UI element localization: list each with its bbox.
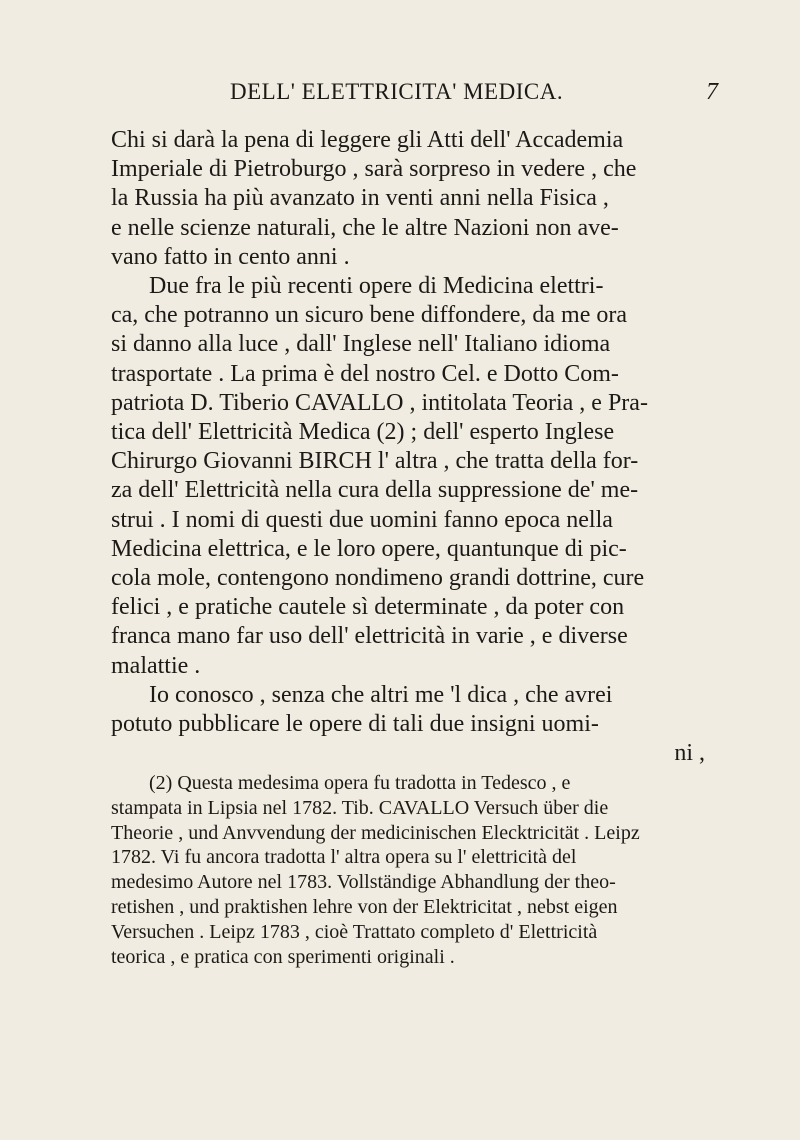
text-line: felici , e pratiche cautele sì determinate , da poter con (111, 594, 625, 621)
footnote-line: medesimo Autore nel 1783. Vollständige Abhandlung der theo- (111, 871, 616, 894)
footnote-line: Versuchen . Leipz 1783 , cioè Trattato completo d' Elettricità (111, 920, 598, 943)
footnote-line: Theorie , und Anvvendung der medicinischen Elecktricität . Leipz (111, 821, 640, 844)
text-line: franca mano far uso dell' elettricità in varie , e diverse (111, 623, 628, 650)
text-line: Chirurgo Giovanni BIRCH l' altra , che tratta della for- (111, 448, 639, 475)
text-line: trasportate . La prima è del nostro Cel. e Dotto Com- (111, 360, 619, 387)
text-line: la Russia ha più avanzato in venti anni nella Fisica , (111, 185, 609, 212)
text-line: vano fatto in cento anni . (111, 243, 350, 270)
main-text (111, 126, 711, 768)
text-line: si danno alla luce , dall' Inglese nell' Italiano idioma (111, 331, 611, 358)
footnote (111, 771, 711, 969)
text-line: Medicina elettrica, e le loro opere, quantunque di pic- (111, 535, 627, 562)
footnote-line: retishen , und praktishen lehre von der Elektricitat , nebst eigen (111, 895, 618, 918)
text-line: strui . I nomi di questi due uomini fanno epoca nella (111, 506, 613, 533)
paragraph-1 (111, 126, 711, 272)
text-line: malattie . (111, 652, 201, 679)
text-line: Io conosco , senza che altri me 'l dica , che avrei (149, 681, 613, 708)
text-line: Chi si darà la pena di leggere gli Atti dell' Accademia (111, 127, 624, 153)
page-number: 7 (706, 79, 718, 105)
text-line: Imperiale di Pietroburgo , sarà sorpreso in vedere , che (111, 156, 637, 183)
text-line: tica dell' Elettricità Medica (2) ; dell' esperto Inglese (111, 419, 615, 446)
text-line: patriota D. Tiberio CAVALLO , intitolata Teoria , e Pra- (111, 389, 648, 416)
text-line: ni , (674, 740, 705, 767)
footnote-2 (111, 771, 711, 969)
footnote-line: (2) Questa medesima opera fu tradotta in Tedesco , e (149, 772, 571, 794)
page-header (0, 75, 800, 115)
text-line: e nelle scienze naturali, che le altre Nazioni non ave- (111, 214, 619, 241)
footnote-line: teorica , e pratica con sperimenti originali . (111, 945, 455, 968)
text-line: potuto pubblicare le opere di tali due insigni uomi- (111, 711, 599, 738)
footnote-line: stampata in Lipsia nel 1782. Tib. CAVALLO Versuch über die (111, 796, 609, 819)
paragraph-3 (111, 681, 711, 769)
paragraph-2 (111, 272, 711, 681)
text-line: Due fra le più recenti opere di Medicina elettri- (149, 273, 604, 300)
text-line: ca, che potranno un sicuro bene diffondere, da me ora (111, 302, 628, 329)
text-line: cola mole, contengono nondimeno grandi dottrine, cure (111, 565, 645, 592)
text-line: za dell' Elettricità nella cura della suppressione de' me- (111, 477, 639, 504)
running-title: DELL' ELETTRICITA' MEDICA. (230, 79, 564, 104)
footnote-line: 1782. Vi fu ancora tradotta l' altra opera su l' elettricità del (111, 846, 577, 869)
